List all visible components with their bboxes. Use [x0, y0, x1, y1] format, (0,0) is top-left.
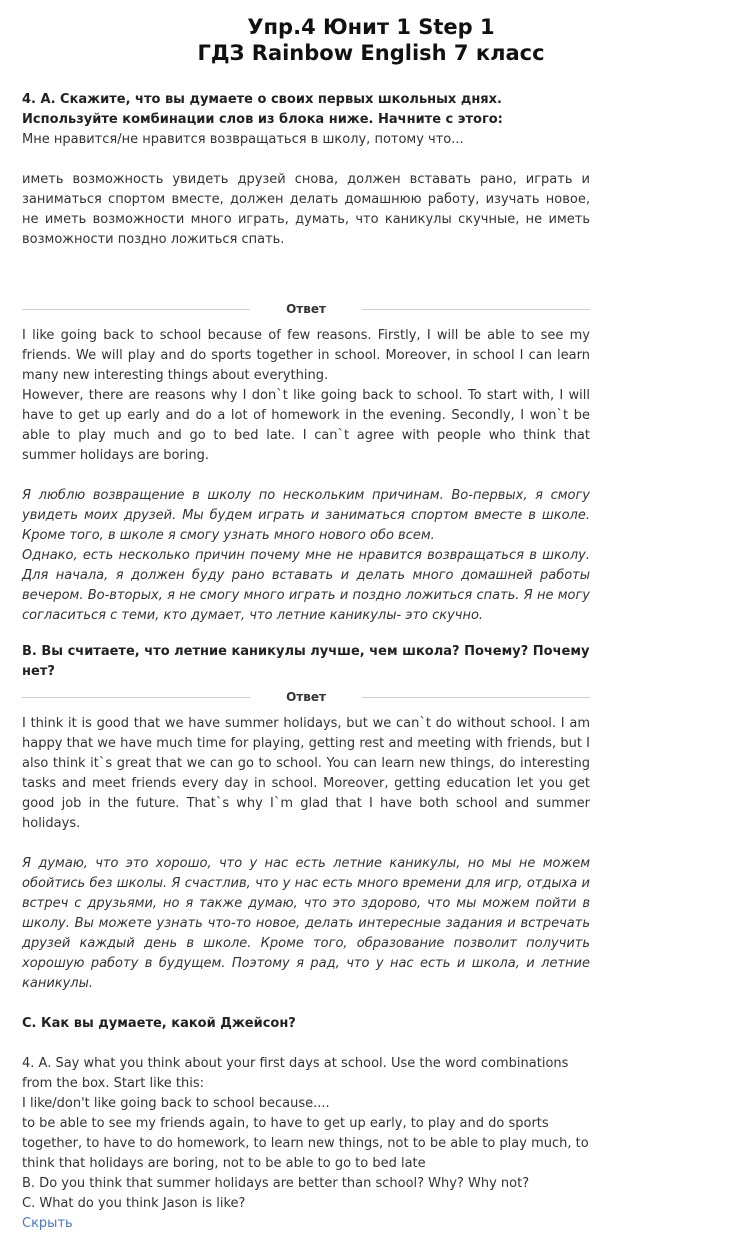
task-b-question: В. Вы считаете, что летние каникулы лучше, чем школа? Почему? Почему нет?: [22, 644, 590, 679]
answer-b-ru: Я думаю, что это хорошо, что у нас есть летние каникулы, но мы не можем обойтись без школы. Я счастлив, что у нас есть много времени для игр, отдыха и встреч с друзьями, но я также думаю, что это здорово, что мы можем пойти в школу. Вы можете узнать что-то новое, делать интересные задания и встречать друзей каждый день в школе. Кроме того, образование позволит получить хорошую работу в будущем. Поэтому я рад, что у нас есть и школа, и летние каникулы.: [22, 856, 590, 991]
title-line-1: Упр.4 Юнит 1 Step 1: [247, 15, 495, 39]
answer-label-b: Ответ: [286, 690, 326, 704]
task-a-word-box: иметь возможность увидеть друзей снова, должен вставать рано, играть и заниматься спортом вместе, должен делать домашнюю работу, изучать новое, не иметь возможности много играть, думать, что каникулы скучные, не иметь возможности поздно ложиться спать.: [22, 172, 590, 247]
divider-line-left: [22, 697, 250, 698]
divider-line-right: [362, 309, 590, 310]
divider-line-right: [362, 697, 590, 698]
answer-b: [22, 714, 590, 994]
task-a-starter: Мне нравится/не нравится возвращаться в школу, потому что...: [22, 132, 464, 147]
task-c: [22, 1014, 590, 1034]
original-line-4: B. Do you think that summer holidays are better than school? Why? Why not?: [22, 1176, 530, 1191]
task-a: [22, 90, 590, 250]
task-a-question: 4. А. Скажите, что вы думаете о своих первых школьных днях. Используйте комбинации слов из блока ниже. Начните с этого:: [22, 92, 503, 127]
task-c-question: С. Как вы думаете, какой Джейсон?: [22, 1016, 296, 1031]
answer-label-a: Ответ: [286, 302, 326, 316]
original-line-5: C. What do you think Jason is like?: [22, 1196, 246, 1211]
original-task: [22, 1054, 590, 1234]
answer-a-ru-p2: Однако, есть несколько причин почему мне не нравится возвращаться в школу. Для начала, я должен буду рано вставать и делать много домашней работы вечером. Во-вторых, я не смогу много играть и поздно ложиться спать. Я не могу согласиться с теми, кто думает, что летние каникулы- это скучно.: [22, 548, 590, 623]
answer-divider-b: [22, 690, 590, 704]
answer-a: [22, 326, 590, 626]
answer-divider-a: [22, 302, 590, 316]
task-b: [22, 642, 590, 682]
title-line-2: ГДЗ Rainbow English 7 класс: [197, 41, 545, 65]
answer-a-en-p1: I like going back to school because of few reasons. Firstly, I will be able to see my friends. We will play and do sports together in school. Moreover, in school I can learn many new interesting things about everything.: [22, 328, 590, 383]
content: [0, 90, 742, 1234]
divider-line-left: [22, 309, 250, 310]
original-line-1: 4. A. Say what you think about your first days at school. Use the word combinations from the box. Start like this:: [22, 1056, 569, 1091]
original-line-2: I like/don't like going back to school because....: [22, 1096, 330, 1111]
answer-a-en-p2: However, there are reasons why I don`t like going back to school. To start with, I will have to get up early and do a lot of homework in the evening. Secondly, I won`t be able to play much and go to bed late. I can`t agree with people who think that summer holidays are boring.: [22, 388, 590, 463]
answer-b-en: I think it is good that we have summer holidays, but we can`t do without school. I am happy that we have much time for playing, getting rest and meeting with friends, but I also think it`s great that we can go to school. You can learn new things, do interesting tasks and meet friends every day in school. Moreover, getting education let you get good job in the future. That`s why I`m glad that I have both school and summer holidays.: [22, 716, 590, 831]
hide-link[interactable]: Скрыть: [22, 1216, 73, 1231]
answer-a-ru-p1: Я люблю возвращение в школу по нескольким причинам. Во-первых, я смогу увидеть моих друзей. Мы будем играть и заниматься спортом вместе в школе. Кроме того, в школе я смогу узнать много нового обо всем.: [22, 488, 590, 543]
original-line-3: to be able to see my friends again, to have to get up early, to play and do sports together, to have to do homework, to learn new things, not to be able to play much, to think that holidays are boring, not to be able to go to bed late: [22, 1116, 589, 1171]
page-title: [0, 0, 742, 66]
